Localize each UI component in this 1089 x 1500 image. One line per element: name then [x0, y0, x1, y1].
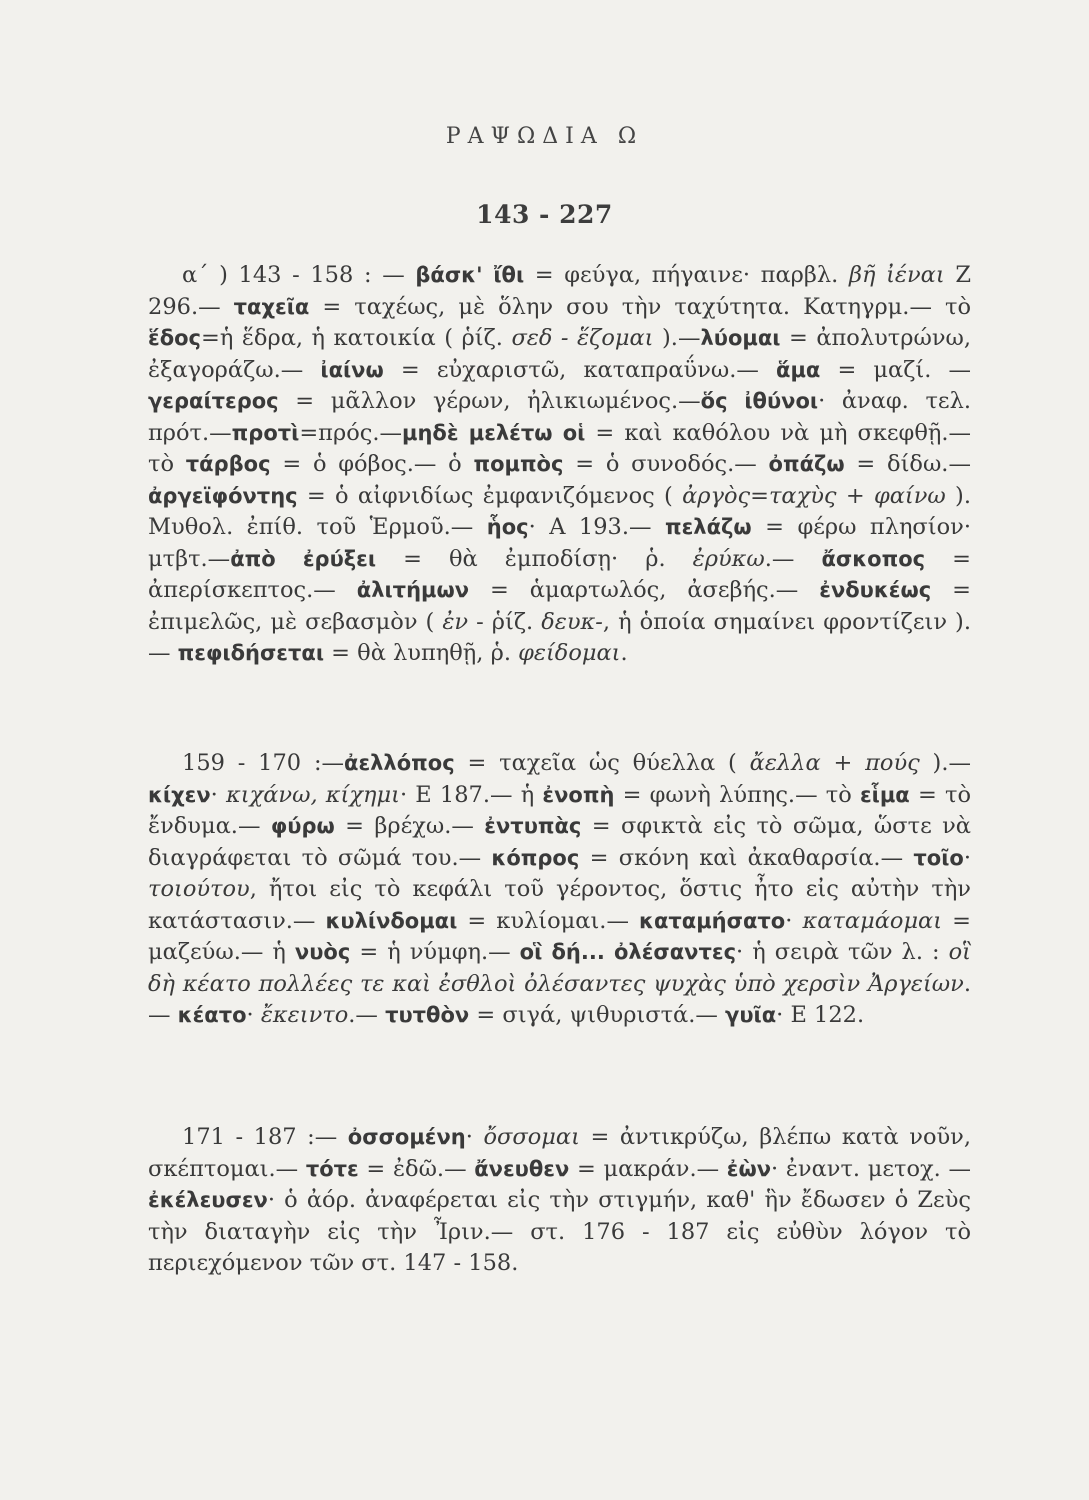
- headword: ἐνοπὴ: [542, 782, 615, 807]
- italic-text: καταμάομαι: [802, 907, 943, 934]
- headword: τυτθὸν: [385, 1003, 470, 1027]
- text-run: ·: [465, 1124, 484, 1150]
- text-run: , ἤτοι εἰς τὸ κεφάλι τοῦ γέροντος, ὅστις ἦτο εἰς αὐτὴν τὴν κατάστασιν.—: [148, 876, 971, 934]
- headword: ἀργεϊφόντης: [148, 483, 298, 508]
- text-run: = ἐδῶ.—: [358, 1155, 475, 1182]
- headword: ἐκέλευσεν: [148, 1188, 268, 1212]
- text-run: · ἡ σειρὰ τῶν λ. :: [736, 939, 949, 965]
- headword: ὀπάζω: [768, 452, 845, 476]
- text-run: = βρέχω.—: [334, 813, 485, 839]
- text-run: = ἀπολυτρώνω, ἐξαγοράζω.—: [148, 325, 971, 383]
- headword: ἕδος: [148, 326, 201, 350]
- text-run: ). Μυθολ. ἐπίθ. τοῦ Ἑρμοῦ.—: [148, 482, 971, 540]
- text-run: = ἡ νύμφη.—: [350, 939, 520, 965]
- italic-text: δευκ-: [541, 608, 603, 635]
- text-run: = μαζεύω.— ἡ: [148, 907, 972, 965]
- text-run: =πρός.—: [299, 419, 402, 446]
- text-run: = σιγά, ψιθυριστά.—: [469, 1002, 726, 1028]
- headword: πεφιδήσεται: [177, 641, 324, 665]
- text-run: 159 - 170 :—: [182, 750, 345, 776]
- headword: ἀελλόπος: [344, 751, 455, 775]
- italic-text: κιχάνω, κίχημι: [226, 781, 400, 808]
- text-run: 171 - 187 :—: [182, 1124, 348, 1150]
- headword: ἰαίνω: [320, 357, 384, 382]
- headword: κίχεν: [148, 782, 211, 807]
- text-run: = εὐχαριστῶ, καταπραΰνω.—: [383, 356, 777, 383]
- text-run: .—: [348, 1002, 386, 1028]
- headword: ἅμα: [776, 357, 821, 382]
- headword: ἀπὸ ἐρύξει: [230, 546, 377, 571]
- section-title: 143 - 227: [476, 200, 613, 229]
- headword: φύρω: [270, 814, 335, 838]
- text-run: · ἀναφ. τελ. πρότ.—: [148, 388, 971, 446]
- text-run: ·: [246, 1002, 261, 1028]
- text-run: · Ε 187.— ἡ: [399, 781, 543, 808]
- text-run: , ἡ ὁποία σημαίνει φροντίζειν ).—: [148, 608, 971, 666]
- text-run: =ἡ ἕδρα, ἡ κατοικία ( ῥίζ.: [201, 325, 512, 351]
- headword: τάρβος: [185, 452, 271, 476]
- text-run: · ἐναντ. μετοχ. —: [771, 1155, 971, 1182]
- headword: ἄνευθεν: [474, 1156, 570, 1181]
- text-run: .—: [148, 970, 971, 1028]
- headword: τότε: [305, 1156, 359, 1181]
- text-run: Ζ 296.—: [148, 262, 971, 320]
- italic-text: ἐρύκω: [692, 545, 765, 572]
- text-run: = ἐπιμελῶς, μὲ σεβασμὸν (: [148, 577, 971, 635]
- headword: κέατο: [177, 1003, 247, 1027]
- text-run: = ὁ φόβος.— ὁ: [270, 451, 474, 477]
- headword: εἷμα: [859, 782, 910, 807]
- headword: ταχεῖα: [233, 294, 310, 319]
- italic-text: φείδομαι: [518, 640, 621, 666]
- text-run: = ἀντικρύζω, βλέπω κατὰ νοῦν, σκέπτομαι.—: [148, 1124, 971, 1182]
- text-run: = ἁμαρτωλός, ἀσεβής.—: [469, 577, 820, 603]
- headword: βάσκ' ἴθι: [415, 263, 525, 287]
- headword: ὅς ἰθύνοι: [700, 389, 819, 413]
- page-title: ΡΑΨΩΔΙΑ Ω: [445, 124, 644, 149]
- text-run: = θὰ ἐμποδίσῃ· ῥ.: [376, 545, 693, 572]
- text-run: = θὰ λυπηθῇ, ῥ.: [324, 640, 519, 666]
- text-run: · Ε 122.: [776, 1002, 865, 1028]
- text-run: · ὁ ἀόρ. ἀναφέρεται εἰς τὴν στιγμήν, καθ' ἣν ἔδωσεν ὁ Ζεὺς τὴν διαταγὴν εἰς τὴν Ἶριν.— στ. 176 - 187 εἰς εὐθὺν λόγον τὸ περιεχόμενον τῶν στ. 147 - 158.: [148, 1187, 971, 1276]
- headword: μηδὲ μελέτω οἱ: [402, 420, 586, 445]
- italic-text: ἀργὸς=ταχὺς + φαίνω: [682, 482, 946, 509]
- headword: ἀλιτήμων: [356, 578, 470, 602]
- italic-text: τοιούτου: [148, 876, 250, 902]
- headword: ὀσσομένη: [347, 1125, 466, 1149]
- headword: ἄσκοπος: [821, 546, 926, 571]
- text-run: = σκόνη καὶ ἀκαθαρσία.—: [579, 844, 914, 871]
- text-run: ·: [963, 844, 971, 871]
- headword: λύομαι: [700, 326, 781, 350]
- text-run: = φέρω πλησίον· μτβτ.—: [148, 514, 971, 572]
- italic-text: οἳ δὴ κέατο πολλέες τε καὶ ἐσθλοὶ ὀλέσαντες ψυχὰς ὑπὸ χερσὶν Ἀργείων: [148, 939, 972, 997]
- headword: ἐντυπὰς: [484, 814, 582, 838]
- text-run: = ὁ συνοδός.—: [563, 451, 769, 477]
- text-run: = σφικτὰ εἰς τὸ σῶμα, ὥστε νὰ διαγράφεται τὸ σῶμά του.—: [148, 813, 971, 871]
- text-run: ).—: [653, 325, 701, 351]
- headword: ἐὼν: [726, 1156, 772, 1181]
- text-run: .—: [764, 545, 822, 572]
- text-run: · Α 193.—: [528, 514, 665, 540]
- italic-text: βῆ ἰέναι: [848, 262, 945, 288]
- italic-text: ὄσσομαι: [483, 1124, 580, 1150]
- text-run: α΄ ) 143 - 158 : —: [182, 262, 416, 288]
- italic-text: ἄελλα + πούς: [749, 750, 920, 776]
- headword: οἳ δή... ὀλέσαντες: [519, 940, 737, 964]
- text-run: = ταχέως, μὲ ὅλην σου τὴν ταχύτητα. Κατηγρμ.— τὸ: [309, 293, 971, 320]
- text-run: = ταχεῖα ὡς θύελλα (: [454, 750, 750, 776]
- headword: κόπρος: [491, 845, 580, 870]
- text-run: = κυλίομαι.—: [457, 907, 640, 934]
- text-run: = φεύγα, πήγαινε· παρβλ.: [524, 262, 849, 288]
- italic-text: ἔκειντο: [260, 1002, 349, 1028]
- text-run: = μᾶλλον γέρων, ἠλικιωμένος.—: [278, 388, 701, 414]
- text-run: = δίδω.—: [844, 451, 971, 477]
- headword: πελάζω: [665, 515, 752, 539]
- text-run: .: [620, 640, 628, 666]
- italic-text: ἐν: [442, 608, 469, 635]
- text-run: = φωνὴ λύπης.— τὸ: [614, 781, 860, 808]
- commentary-paragraph-2: [148, 748, 971, 1032]
- text-run: = ἀπερίσκεπτος.—: [148, 545, 971, 603]
- headword: τοῖο: [913, 845, 964, 870]
- headword: νυὸς: [294, 940, 351, 964]
- text-run: - ῥίζ.: [468, 608, 542, 635]
- italic-text: σεδ - ἕζομαι: [511, 325, 654, 351]
- headword: ἐνδυκέως: [819, 578, 932, 602]
- text-run: ).—: [919, 750, 971, 776]
- headword: γεραίτερος: [148, 389, 279, 413]
- headword: πομπὸς: [473, 452, 564, 476]
- headword: καταμήσατο: [639, 908, 786, 933]
- text-run: = μακράν.—: [569, 1155, 727, 1182]
- headword: προτὶ: [231, 420, 300, 445]
- headword: κυλίνδομαι: [325, 908, 458, 933]
- headword: γυῖα: [725, 1003, 777, 1027]
- text-run: = ὁ αἰφνιδίως ἐμφανιζόμενος (: [297, 482, 683, 509]
- text-run: ·: [210, 781, 227, 808]
- commentary-paragraph-3: [148, 1122, 971, 1280]
- text-run: = καὶ καθόλου νὰ μὴ σκεφθῇ.— τὸ: [148, 419, 971, 477]
- text-run: ·: [785, 907, 803, 934]
- headword: ἧος: [486, 515, 529, 539]
- text-run: = τὸ ἔνδυμα.—: [148, 781, 972, 839]
- commentary-paragraph-1: [148, 260, 971, 670]
- text-run: = μαζί. —: [820, 356, 972, 383]
